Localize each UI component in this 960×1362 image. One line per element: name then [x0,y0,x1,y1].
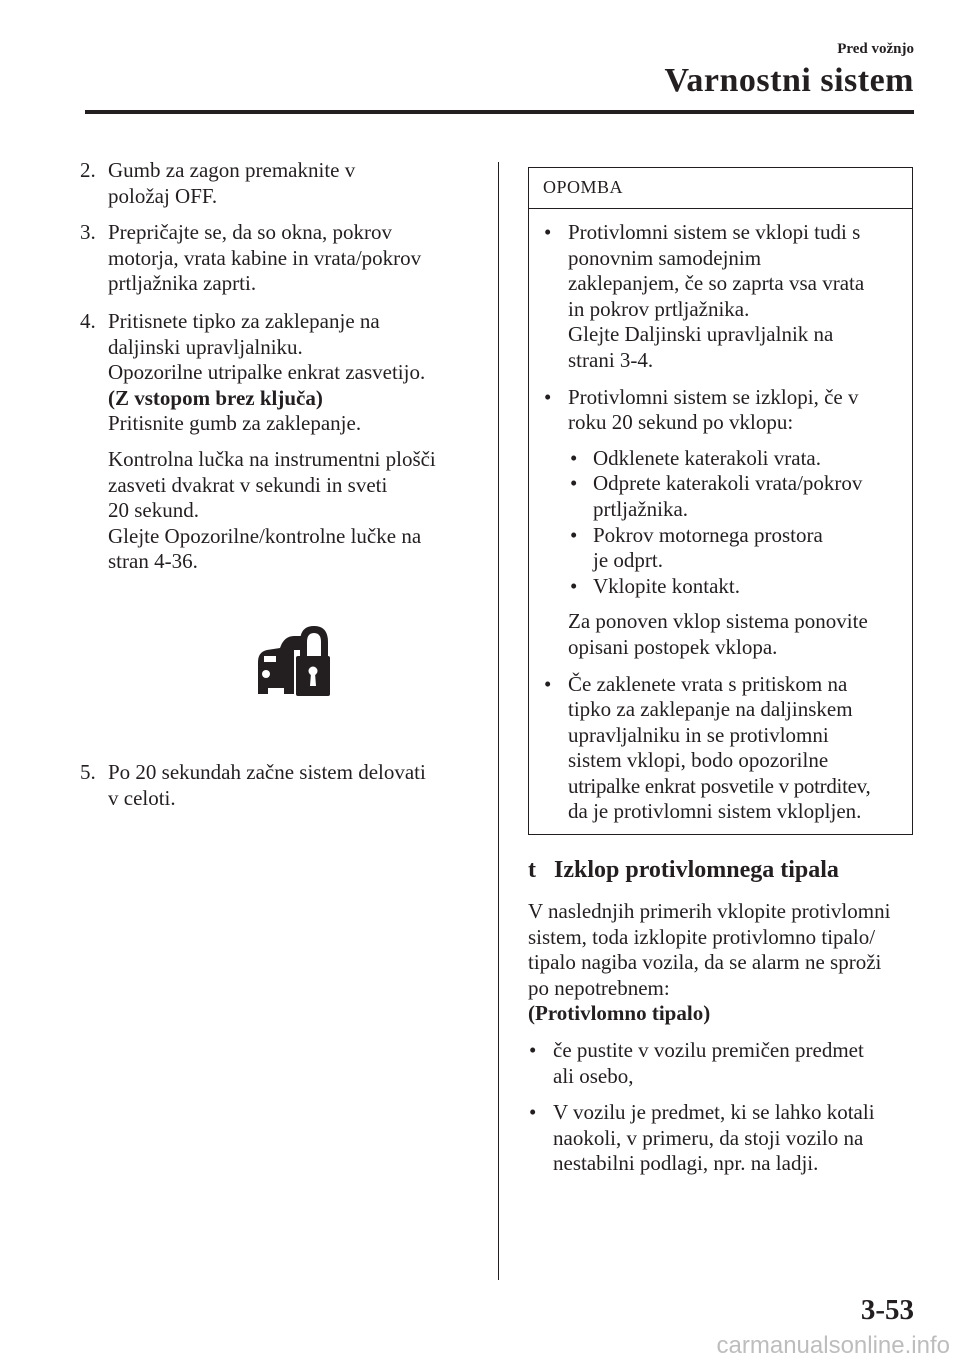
section-heading [528,857,839,884]
note-line: tipko za zaklepanje na daljinskem [568,697,853,722]
step-3 [80,220,490,297]
note-line: Če zaklenete vrata s pritiskom na [568,671,848,696]
note-line: opisani postopek vklopa. [568,634,778,659]
note-line: in pokrov prtljažnika. [568,296,750,321]
bullet-dot: • [570,445,578,470]
car-padlock-icon [254,622,330,700]
note-line: strani 3-4. [568,347,654,372]
step-5 [80,760,490,811]
step-number: 4. [80,309,96,333]
bullet-dot: • [544,384,552,409]
note-line: sistem vklopi, bodo opozorilne [568,748,829,773]
step-4 [80,309,490,575]
step-line: Gumb za zagon premaknite v [108,158,356,182]
note-box [528,167,913,835]
sub-list [568,446,907,600]
section-line: tipalo nagiba vozila, da se alarm ne sproži [528,950,882,975]
note-line: Glejte Daljinski upravljalnik na [568,322,834,347]
bullet-dot: • [570,522,578,547]
column-divider [498,162,499,1280]
header-rule [85,110,914,114]
step-line: Pritisnite gumb za zaklepanje. [108,411,362,436]
sub-item [568,471,907,522]
step-line: daljinski upravljalniku. [108,334,303,359]
step-2 [80,158,490,209]
sub-line: Odprete katerakoli vrata/pokrov [593,471,863,496]
section-line: V naslednjih primerih vklopite protivlomni [528,899,891,923]
note-line: Za ponoven vklop sistema ponovite [568,609,868,634]
step-number: 2. [80,158,96,182]
step-line: Pritisnete tipko za zaklepanje na [108,309,380,333]
note-bullet [543,220,907,374]
indicator-line: zasveti dvakrat v sekundi in sveti [108,472,388,497]
bullet-dot: • [529,1100,537,1125]
note-line: upravljalniku in se protivlomni [568,722,829,747]
chapter-label: Pred vožnjo [837,41,914,57]
indicator-line: Glejte Opozorilne/kontrolne lučke na [108,523,422,548]
step-line: položaj OFF. [108,183,218,208]
indicator-line: 20 sekund. [108,498,199,523]
note-line: da je protivlomni sistem vklopljen. [568,799,862,824]
note-line: Protivlomni sistem se izklopi, če v [568,384,859,409]
watermark: carmanualsonline.info [716,1332,950,1359]
sub-item [568,574,907,600]
note-line: utripalke enkrat posvetile v potrditev, [568,773,871,798]
bullet-dot: • [529,1037,537,1062]
step-line: prtljažnika zaprti. [108,271,257,296]
keyless-heading: (Z vstopom brez ključa) [108,385,323,410]
section-bullet [528,1100,918,1177]
step-line: Opozorilne utripalke enkrat zasvetijo. [108,360,426,385]
note-bullet [543,385,907,661]
bullet-dot: • [570,471,578,496]
sub-line: je odprt. [593,548,663,573]
sub-line: Pokrov motornega prostora [593,522,823,547]
page-number: 3-53 [860,1294,914,1326]
section-line: V vozilu je predmet, ki se lahko kotali [553,1100,875,1125]
bullet-dot: • [570,573,578,598]
section-body [528,899,918,1177]
step-line: motorja, vrata kabine in vrata/pokrov [108,245,422,270]
section-line: ali osebo, [553,1063,634,1088]
bullet-dot: • [544,671,552,696]
section-line: po nepotrebnem: [528,975,670,1000]
indicator-line: stran 4-36. [108,549,198,574]
section-line: če pustite v vozilu premičen predmet [553,1037,864,1062]
note-bullet [543,672,907,826]
sub-item [568,446,907,472]
note-title: OPOMBA [529,168,912,209]
step-line: Prepričajte se, da so okna, pokrov [108,220,393,244]
step-line: Po 20 sekundah začne sistem delovati [108,760,426,784]
section-title: Izklop protivlomnega tipala [554,857,839,883]
section-line: naokoli, v primeru, da stoji vozilo na [553,1125,864,1150]
sub-line: prtljažnika. [593,496,689,521]
section-line: nestabilni podlagi, npr. na ladji. [553,1151,819,1176]
step-number: 3. [80,220,96,244]
page-title: Varnostni sistem [664,62,914,99]
sub-item [568,523,907,574]
note-line: roku 20 sekund po vklopu: [568,410,794,435]
section-glyph: t [528,857,536,883]
note-line: zaklepanjem, če so zaprta vsa vrata [568,271,865,296]
sub-line: Odklenete katerakoli vrata. [593,445,821,470]
section-subheading: (Protivlomno tipalo) [528,1001,711,1026]
indicator-line: Kontrolna lučka na instrumentni plošči [108,446,436,471]
note-line: Protivlomni sistem se vklopi tudi s [568,220,861,244]
note-body [543,220,907,825]
note-line: ponovnim samodejnim [568,245,762,270]
section-bullet [528,1038,918,1089]
bullet-dot: • [544,220,552,244]
sub-line: Vklopite kontakt. [593,573,740,598]
step-line: v celoti. [108,785,176,810]
section-line: sistem, toda izklopite protivlomno tipalo/ [528,924,876,949]
step-number: 5. [80,760,96,784]
